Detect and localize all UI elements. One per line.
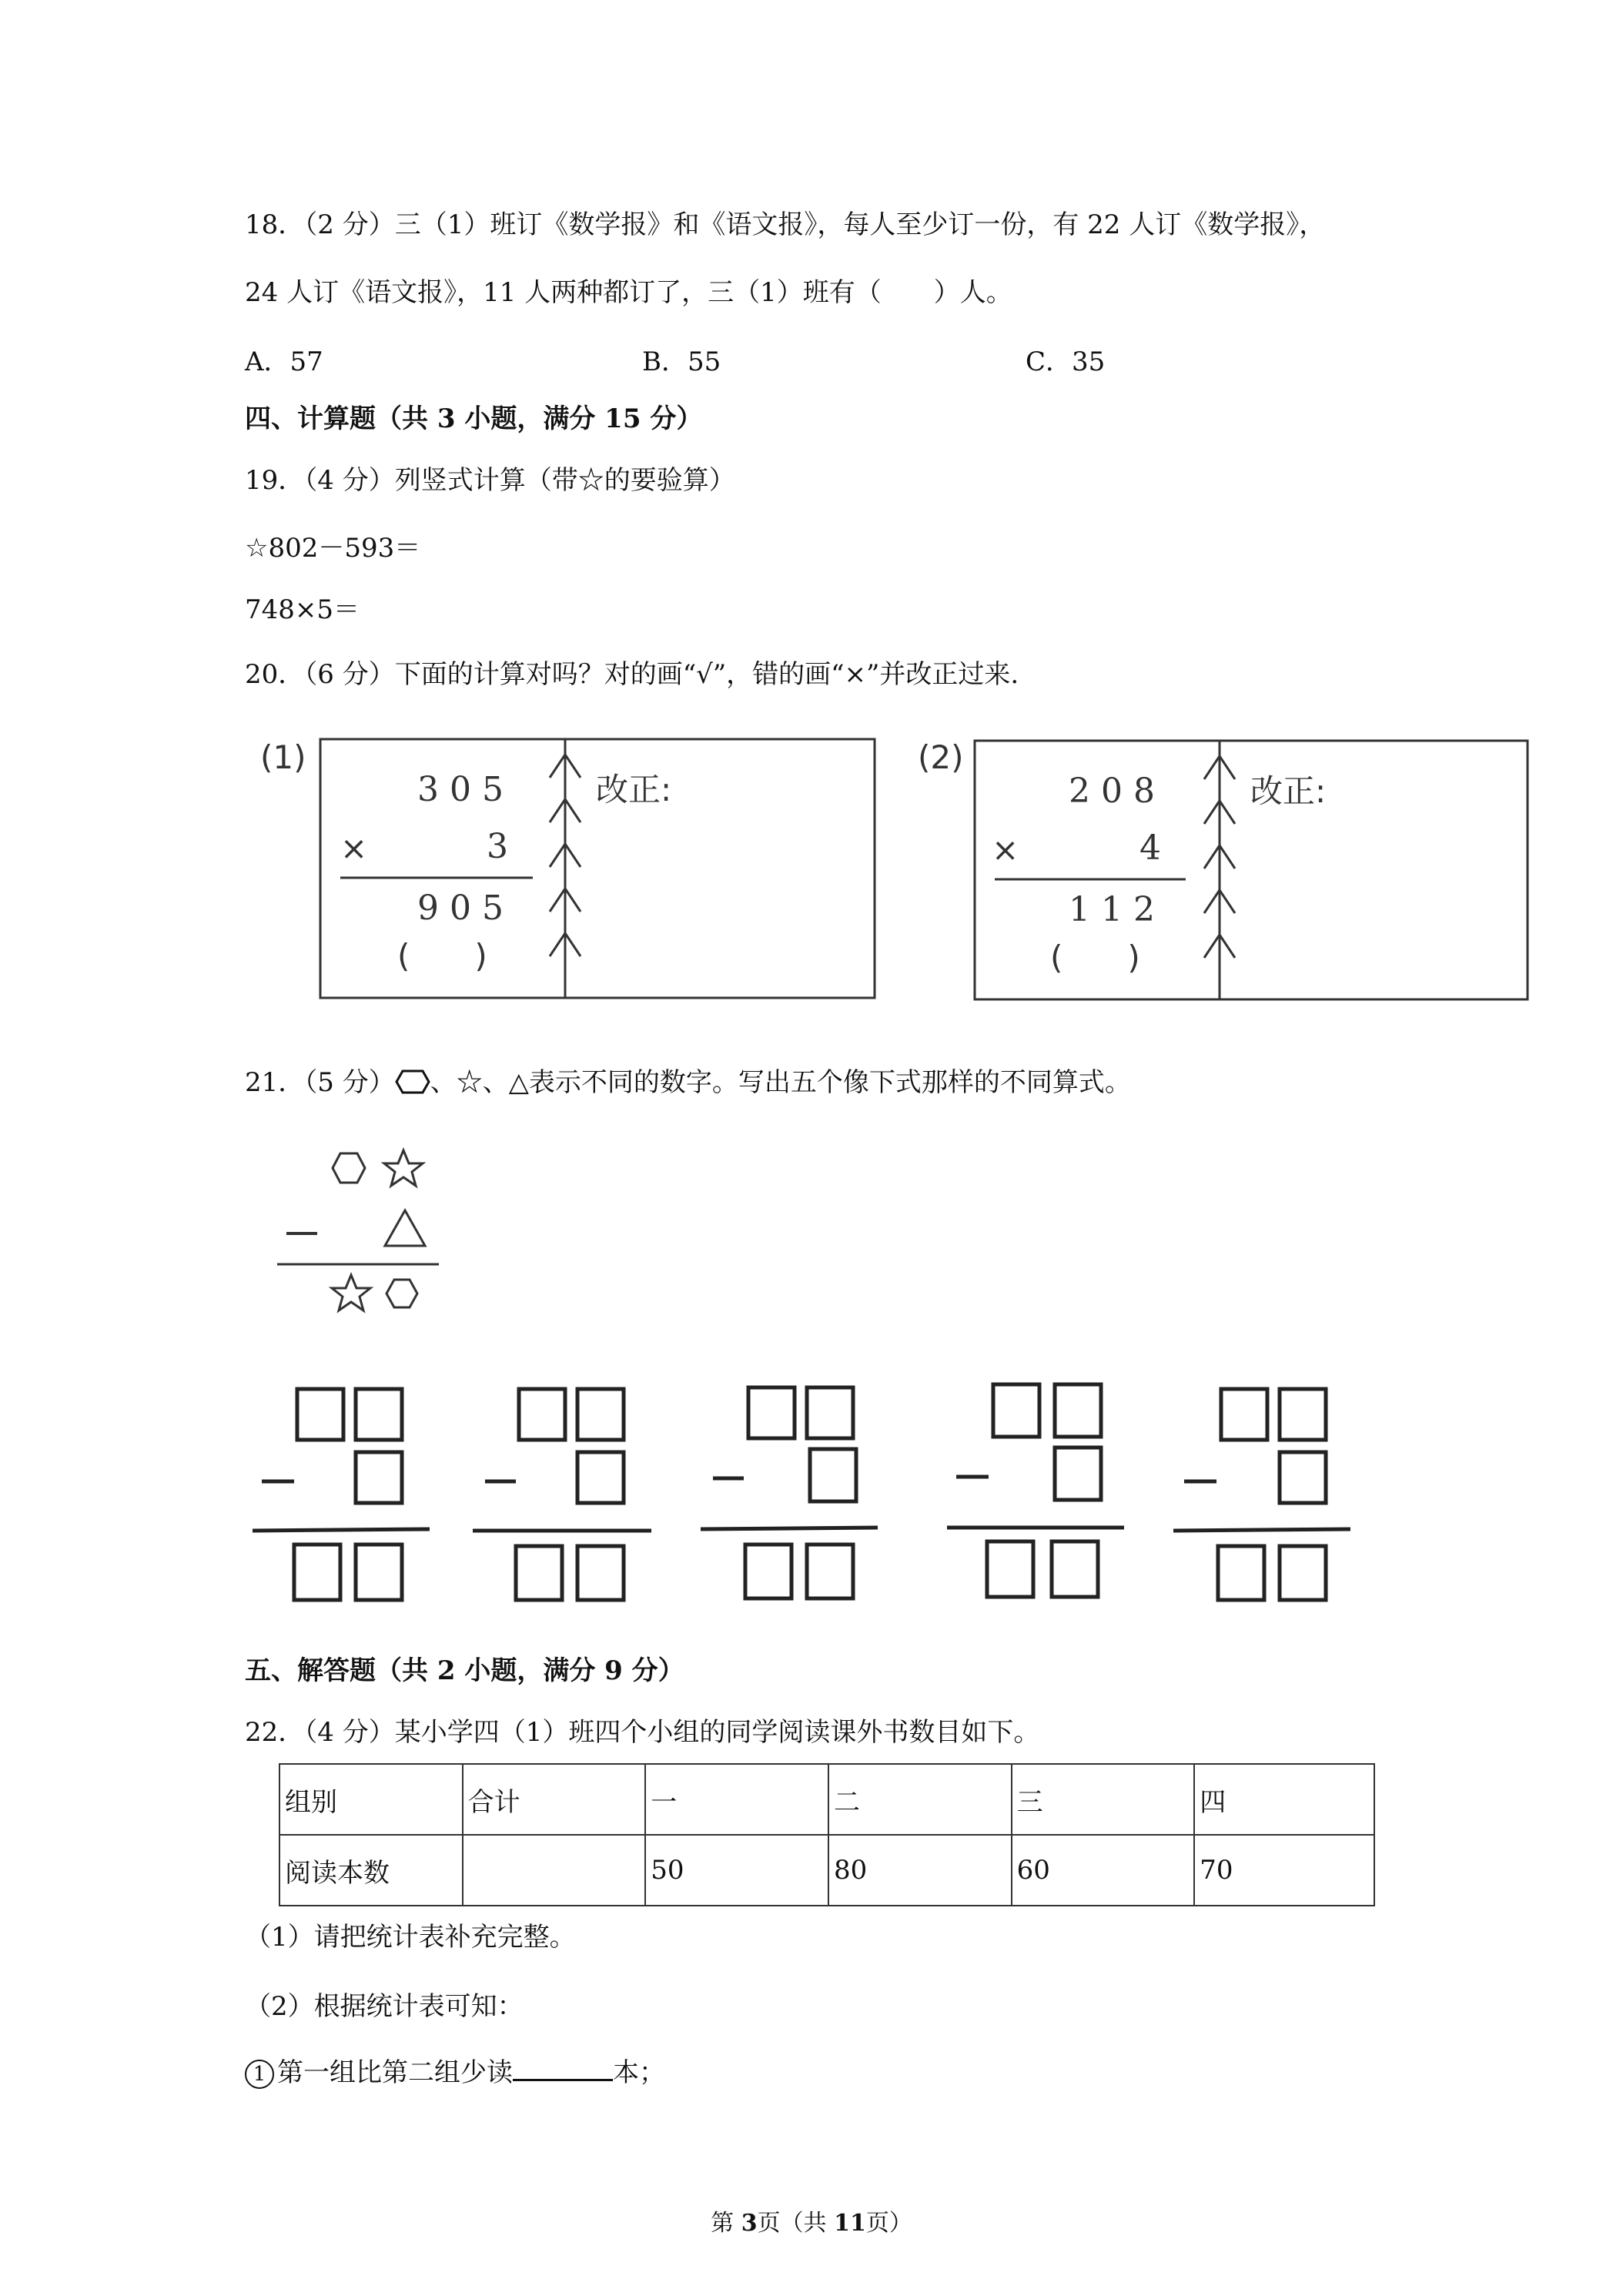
q20-box2-correct-label: 改正: (1250, 772, 1327, 810)
q20-box1-label: (1) (260, 738, 306, 776)
q20-box1-paren: ( ) (397, 937, 487, 975)
q20-box2-mult: 4 (1139, 828, 1161, 868)
q18-option-a: A．57 (245, 346, 323, 377)
q21-template-2[interactable] (468, 1378, 661, 1632)
table-cell: 合计 (463, 1764, 646, 1835)
hexagon-icon (333, 1153, 365, 1183)
page-footer (0, 2204, 1623, 2237)
q18-line1: 18．（2 分）三（1）班订《数学报》和《语文报》，每人至少订一份，有 22 人订《数学报》， (245, 209, 1326, 240)
table-cell: 四 (1194, 1764, 1374, 1835)
q20-box1-top: 3 0 5 (417, 770, 504, 809)
hexagon-icon (387, 1280, 417, 1307)
table-cell: 阅读本数 (279, 1835, 463, 1906)
q20-box1-mult: 3 (487, 827, 508, 866)
q21-stem-suffix: 、☆、△表示不同的数字。写出五个像下式那样的不同算式。 (430, 1067, 1131, 1098)
answer-blank[interactable] (513, 2056, 613, 2081)
footer-prefix: 第 (711, 2210, 741, 2237)
q21-template-5[interactable] (1170, 1378, 1363, 1632)
footer-mid: 页（共 (757, 2210, 835, 2237)
table-cell: 一 (645, 1764, 828, 1835)
table-cell: 50 (645, 1835, 828, 1906)
q21-example-equation (269, 1147, 454, 1324)
q21-stem-prefix: 21．（5 分） (245, 1067, 395, 1098)
section5-title: 五、解答题（共 2 小题，满分 9 分） (245, 1655, 684, 1686)
section4-title: 四、计算题（共 3 小题，满分 15 分） (245, 403, 703, 434)
footer-total-pages: 11 (834, 2210, 866, 2237)
q20-box1 (254, 731, 885, 1009)
table-row (279, 1835, 1374, 1906)
q20-box2 (912, 731, 1543, 1009)
q18-line2: 24 人订《语文报》，11 人两种都订了，三（1）班有（ ）人。 (245, 277, 1012, 308)
table-header-row (279, 1764, 1374, 1835)
q21-template-4[interactable] (942, 1374, 1135, 1628)
table-cell: 80 (828, 1835, 1012, 1906)
q22-item1 (245, 2056, 665, 2089)
q20-box2-paren: ( ) (1050, 939, 1140, 976)
q18-option-c: C．35 (1026, 346, 1106, 377)
q19-expr2: 748×5＝ (245, 594, 360, 625)
q20-stem: 20．（6 分）下面的计算对吗？对的画“√”，错的画“×”并改正过来. (245, 659, 1019, 690)
total-blank-cell[interactable] (463, 1835, 646, 1906)
table-cell: 组别 (279, 1764, 463, 1835)
q21-stem (245, 1067, 1131, 1099)
q21-template-3[interactable] (698, 1377, 890, 1631)
q18-option-b: B．55 (642, 346, 721, 377)
circled-number-1: 1 (245, 2060, 274, 2089)
q22-sub2: （2）根据统计表可知： (245, 1991, 524, 2022)
q22-sub1: （1）请把统计表补充完整。 (245, 1922, 576, 1953)
footer-suffix: 页） (865, 2210, 912, 2237)
q20-box2-result: 1 1 2 (1069, 890, 1155, 929)
table-cell: 三 (1012, 1764, 1195, 1835)
q20-box1-result: 9 0 5 (417, 889, 504, 928)
hexagon-icon (395, 1068, 430, 1096)
q22-stem: 22．（4 分）某小学四（1）班四个小组的同学阅读课外书数目如下。 (245, 1717, 1040, 1748)
q20-box1-correct-label: 改正: (596, 771, 672, 808)
triangle-icon (385, 1210, 425, 1246)
star-icon (384, 1150, 423, 1186)
table-cell: 70 (1194, 1835, 1374, 1906)
q20-box1-mult-sign: × (340, 829, 368, 867)
table-cell: 二 (828, 1764, 1012, 1835)
reading-stats-table (279, 1763, 1375, 1906)
table-cell: 60 (1012, 1835, 1195, 1906)
q21-template-1[interactable] (246, 1378, 439, 1632)
q20-box2-label: (2) (918, 738, 964, 776)
q22-item1-suffix: 本； (613, 2057, 665, 2088)
q19-expr1: ☆802－593＝ (245, 533, 421, 564)
q20-box2-top: 2 0 8 (1069, 771, 1155, 811)
star-icon (332, 1275, 370, 1310)
q19-stem: 19．（4 分）列竖式计算（带☆的要验算） (245, 465, 735, 496)
q22-item1-prefix: 第一组比第二组少读 (277, 2057, 513, 2088)
q20-box2-mult-sign: × (992, 831, 1019, 869)
footer-page-number: 3 (741, 2210, 758, 2237)
